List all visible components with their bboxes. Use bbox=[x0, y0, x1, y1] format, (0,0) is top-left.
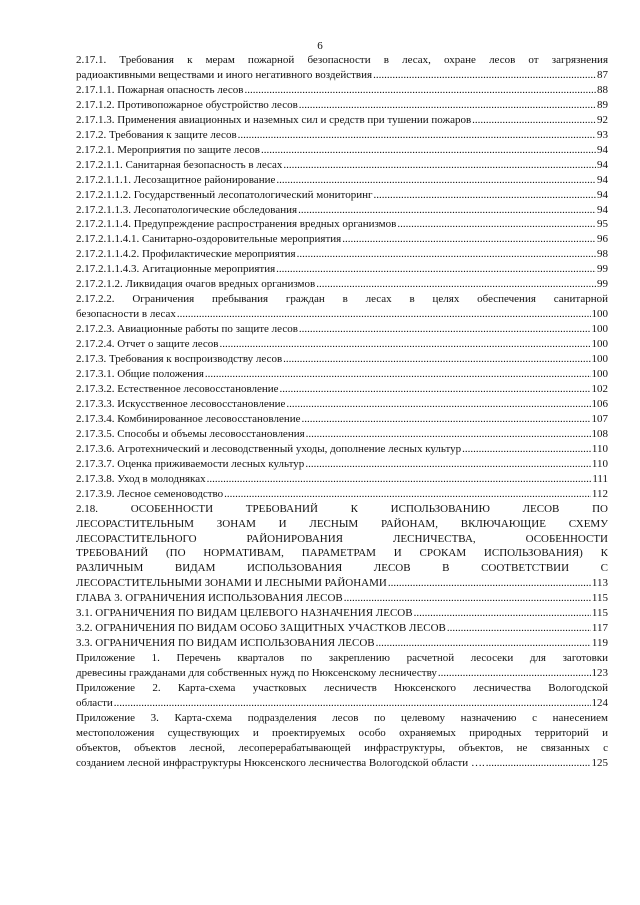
dot-leader bbox=[302, 412, 591, 427]
toc-page-number: 119 bbox=[591, 637, 608, 650]
toc-page-number: 88 bbox=[597, 83, 608, 96]
toc-page-number: 115 bbox=[591, 592, 608, 605]
toc-entry-line: ЛЕСОРАСТИТЕЛЬНЫМ ЗОНАМ И ЛЕСНЫМ РАЙОНАМ, ВКЛЮЧАЮЩИЕ СХЕМУ bbox=[76, 517, 608, 530]
toc-entry[interactable] bbox=[76, 113, 608, 128]
toc-entry-label: 2.17.3.3. Искусственное лесовосстановление bbox=[76, 397, 286, 410]
toc-page-number: 96 bbox=[597, 233, 608, 246]
toc-page-number: 107 bbox=[591, 412, 608, 425]
dot-leader bbox=[276, 262, 596, 277]
toc-entry[interactable] bbox=[76, 442, 608, 457]
toc-entry-label: 2.17.3.1. Общие положения bbox=[76, 368, 204, 381]
dot-leader bbox=[344, 591, 591, 606]
toc-entry-label: 3.1. ОГРАНИЧЕНИЯ ПО ВИДАМ ЦЕЛЕВОГО НАЗНАЧЕНИЯ ЛЕСОВ bbox=[76, 607, 413, 620]
toc-entry-label: древесины гражданами для собственных нужд по Нюксенскому лесничеству bbox=[76, 667, 437, 680]
dot-leader bbox=[305, 457, 591, 472]
dot-leader bbox=[114, 696, 591, 711]
toc-page-number: 106 bbox=[591, 397, 608, 410]
toc-entry-label: 2.17.2.1.1.4.3. Агитационные мероприятия bbox=[76, 263, 276, 276]
dot-leader bbox=[376, 636, 591, 651]
toc-entry-label: 2.17.2. Требования к защите лесов bbox=[76, 128, 237, 141]
dot-leader bbox=[297, 247, 596, 262]
toc-entry[interactable] bbox=[76, 232, 608, 247]
toc-entry[interactable] bbox=[76, 83, 608, 98]
toc-entry-label: 2.17.1.2. Противопожарное обустройство лесов bbox=[76, 98, 298, 111]
toc-entry-label: 2.17.2.1. Мероприятия по защите лесов bbox=[76, 143, 260, 156]
toc-entry[interactable] bbox=[76, 651, 608, 681]
toc-entry[interactable] bbox=[76, 502, 608, 592]
dot-leader bbox=[286, 397, 590, 412]
toc-entry-label: 2.17.3.4. Комбинированное лесовосстановление bbox=[76, 412, 301, 425]
toc-entry-line: местоположения существующих и проектируемых особо охраняемых природных территорий и bbox=[76, 726, 608, 739]
toc-page-number: 94 bbox=[597, 173, 608, 186]
dot-leader bbox=[205, 367, 591, 382]
dot-leader bbox=[280, 382, 591, 397]
toc-entry-label: 3.2. ОГРАНИЧЕНИЯ ПО ВИДАМ ОСОБО ЗАЩИТНЫХ УЧАСТКОВ ЛЕСОВ bbox=[76, 622, 446, 635]
toc-page-number: 100 bbox=[591, 368, 608, 381]
toc-entry-label: 3.3. ОГРАНИЧЕНИЯ ПО ВИДАМ ИСПОЛЬЗОВАНИЯ ЛЕСОВ bbox=[76, 637, 375, 650]
dot-leader bbox=[224, 487, 591, 502]
toc-page-number: 99 bbox=[597, 278, 608, 291]
dot-leader bbox=[299, 322, 591, 337]
toc-page-number: 98 bbox=[597, 248, 608, 261]
toc-entry-line: 2.18. ОСОБЕННОСТИ ТРЕБОВАНИЙ К ИСПОЛЬЗОВАНИЮ ЛЕСОВ ПО bbox=[76, 502, 608, 515]
dot-leader bbox=[177, 307, 591, 322]
toc-entry-label: безопасности в лесах bbox=[76, 308, 176, 321]
toc-entry-label: 2.17.1.3. Применения авиационных и наземных сил и средств при тушении пожаров bbox=[76, 113, 472, 126]
toc-page-number: 111 bbox=[592, 472, 608, 485]
toc-entry[interactable] bbox=[76, 337, 608, 352]
toc-entry-label: 2.17.3.6. Агротехнический и лесоводственный уходы, дополнение лесных культур bbox=[76, 442, 462, 455]
toc-page-number: 89 bbox=[597, 98, 608, 111]
toc-entry[interactable] bbox=[76, 277, 608, 292]
toc-page-number: 94 bbox=[597, 188, 608, 201]
toc-entry[interactable] bbox=[76, 711, 608, 771]
toc-entry-label: 2.17.2.1.1. Санитарная безопасность в лесах bbox=[76, 158, 283, 171]
table-of-contents bbox=[76, 53, 608, 771]
toc-entry[interactable] bbox=[76, 472, 608, 487]
toc-entry[interactable] bbox=[76, 173, 608, 188]
dot-leader bbox=[462, 442, 591, 457]
toc-entry[interactable] bbox=[76, 143, 608, 158]
toc-entry[interactable] bbox=[76, 247, 608, 262]
toc-page-number: 93 bbox=[597, 128, 608, 141]
toc-page-number: 102 bbox=[591, 382, 608, 395]
dot-leader bbox=[486, 756, 591, 771]
toc-entry-label: 2.17.3.7. Оценка приживаемости лесных культур bbox=[76, 457, 305, 470]
toc-page-number: 87 bbox=[597, 68, 608, 81]
toc-entry-line: Приложение 3. Карта-схема подразделения лесов по целевому назначению с нанесением bbox=[76, 711, 608, 724]
toc-page-number: 110 bbox=[591, 442, 608, 455]
dot-leader bbox=[283, 158, 596, 173]
dot-leader bbox=[373, 188, 596, 203]
dot-leader bbox=[388, 576, 591, 591]
dot-leader bbox=[283, 352, 590, 367]
toc-page-number: 117 bbox=[591, 622, 608, 635]
toc-entry[interactable] bbox=[76, 203, 608, 218]
toc-entry-label: ГЛАВА 3. ОГРАНИЧЕНИЯ ИСПОЛЬЗОВАНИЯ ЛЕСОВ bbox=[76, 592, 343, 605]
toc-entry[interactable] bbox=[76, 128, 608, 143]
toc-entry-label: области bbox=[76, 696, 113, 709]
toc-entry-label: 2.17.2.1.1.2. Государственный лесопатологический мониторинг bbox=[76, 188, 373, 201]
toc-entry-label: радиоактивными веществами и иного негативного воздействия bbox=[76, 68, 373, 81]
dot-leader bbox=[219, 337, 590, 352]
toc-page-number: 113 bbox=[591, 577, 608, 590]
toc-page-number: 110 bbox=[591, 457, 608, 470]
toc-page-number: 125 bbox=[591, 756, 608, 769]
toc-entry[interactable] bbox=[76, 292, 608, 322]
toc-entry-label: 2.17.2.1.1.4. Предупреждение распространения вредных организмов bbox=[76, 218, 397, 231]
toc-entry-label: 2.17.3.5. Способы и объемы лесовосстановления bbox=[76, 427, 305, 440]
toc-page-number: 100 bbox=[591, 338, 608, 351]
dot-leader bbox=[472, 113, 596, 128]
toc-entry-line: 2.17.1. Требования к мерам пожарной безопасности в лесах, охране лесов от загрязнения bbox=[76, 54, 608, 66]
toc-entry[interactable] bbox=[76, 487, 608, 502]
toc-entry[interactable] bbox=[76, 217, 608, 232]
toc-page-number: 108 bbox=[591, 427, 608, 440]
toc-page-number: 100 bbox=[591, 308, 608, 321]
toc-entry-label: 2.17.3.2. Естественное лесовосстановление bbox=[76, 382, 279, 395]
toc-entry-label: 2.17.3.9. Лесное семеноводство bbox=[76, 487, 224, 500]
dot-leader bbox=[261, 143, 596, 158]
toc-entry[interactable] bbox=[76, 397, 608, 412]
toc-entry[interactable] bbox=[76, 427, 608, 442]
toc-entry[interactable] bbox=[76, 158, 608, 173]
toc-entry-label: 2.17.2.1.1.4.1. Санитарно-оздоровительные мероприятия bbox=[76, 233, 342, 246]
toc-entry[interactable] bbox=[76, 98, 608, 113]
toc-page-number: 123 bbox=[591, 667, 608, 680]
toc-page-number: 124 bbox=[591, 696, 608, 709]
toc-entry[interactable] bbox=[76, 188, 608, 203]
toc-entry-line: ТРЕБОВАНИЙ (ПО НОРМАТИВАМ, ПАРАМЕТРАМ И СРОКАМ ИСПОЛЬЗОВАНИЯ) К bbox=[76, 547, 608, 560]
toc-page-number: 95 bbox=[597, 218, 608, 231]
dot-leader bbox=[244, 83, 596, 98]
dot-leader bbox=[306, 427, 591, 442]
dot-leader bbox=[414, 606, 591, 621]
toc-entry-label: 2.17.2.1.1.3. Лесопатологические обследования bbox=[76, 203, 298, 216]
toc-entry-line: 2.17.2.2. Ограничения пребывания граждан в лесах в целях обеспечения санитарной bbox=[76, 293, 608, 306]
toc-entry[interactable] bbox=[76, 352, 608, 367]
dot-leader bbox=[438, 666, 591, 681]
toc-entry[interactable] bbox=[76, 53, 608, 83]
toc-entry-label: ЛЕСОРАСТИТЕЛЬНЫМИ ЗОНАМИ И ЛЕСНЫМИ РАЙОНАМИ bbox=[76, 577, 387, 590]
toc-page-number: 100 bbox=[591, 323, 608, 336]
dot-leader bbox=[342, 232, 596, 247]
toc-entry-label: 2.17.2.3. Авиационные работы по защите лесов bbox=[76, 323, 298, 336]
toc-entry-label: 2.17.1.1. Пожарная опасность лесов bbox=[76, 83, 244, 96]
page-number: 6 bbox=[317, 40, 323, 52]
toc-entry-line: Приложение 2. Карта-схема участковых лесничеств Нюксенского лесничества Вологодской bbox=[76, 682, 608, 695]
toc-entry-line: ЛЕСОРАСТИТЕЛЬНОГО РАЙОНИРОВАНИЯ ЛЕСНИЧЕСТВА, ОСОБЕННОСТИ bbox=[76, 532, 608, 545]
toc-entry-label: 2.17.3. Требования к воспроизводству лесов bbox=[76, 353, 283, 366]
toc-entry[interactable] bbox=[76, 621, 608, 636]
toc-page-number: 100 bbox=[591, 353, 608, 366]
toc-page-number: 115 bbox=[591, 607, 608, 620]
toc-entry[interactable] bbox=[76, 457, 608, 472]
toc-entry[interactable] bbox=[76, 636, 608, 651]
toc-page-number: 94 bbox=[597, 158, 608, 171]
dot-leader bbox=[276, 173, 596, 188]
toc-page-number: 99 bbox=[597, 263, 608, 276]
toc-entry-label: 2.17.2.1.1.1. Лесозащитное районирование bbox=[76, 173, 276, 186]
toc-entry-label: 2.17.2.1.1.4.2. Профилактические мероприятия bbox=[76, 248, 296, 261]
toc-entry-line: РАЗЛИЧНЫМ ВИДАМ ИСПОЛЬЗОВАНИЯ ЛЕСОВ В СООТВЕТСТВИИ С bbox=[76, 562, 608, 575]
toc-entry-label: 2.17.3.8. Уход в молодняках bbox=[76, 472, 206, 485]
dot-leader bbox=[397, 217, 596, 232]
toc-entry[interactable] bbox=[76, 681, 608, 711]
dot-leader bbox=[298, 203, 596, 218]
toc-entry[interactable] bbox=[76, 367, 608, 382]
dot-leader bbox=[207, 472, 592, 487]
toc-page-number: 92 bbox=[597, 113, 608, 126]
dot-leader bbox=[316, 277, 596, 292]
toc-entry[interactable] bbox=[76, 262, 608, 277]
toc-entry-label: 2.17.2.4. Отчет о защите лесов bbox=[76, 338, 219, 351]
toc-entry-label: 2.17.2.1.2. Ликвидация очагов вредных организмов bbox=[76, 278, 316, 291]
toc-entry-line: Приложение 1. Перечень кварталов по закреплению расчетной лесосеки для заготовки bbox=[76, 652, 608, 665]
dot-leader bbox=[238, 128, 596, 143]
toc-entry[interactable] bbox=[76, 382, 608, 397]
toc-page-number: 94 bbox=[597, 143, 608, 156]
toc-page-number: 94 bbox=[597, 203, 608, 216]
toc-entry[interactable] bbox=[76, 322, 608, 337]
toc-entry-line: объектов, объектов лесной, лесоперерабатывающей инфраструктуры, объектов, не связанных с bbox=[76, 741, 608, 754]
toc-entry[interactable] bbox=[76, 412, 608, 427]
toc-entry[interactable] bbox=[76, 606, 608, 621]
dot-leader bbox=[299, 98, 596, 113]
dot-leader bbox=[373, 68, 596, 83]
toc-entry-label: созданием лесной инфраструктуры Нюксенского лесничества Вологодской области …. bbox=[76, 756, 485, 769]
toc-entry[interactable] bbox=[76, 591, 608, 606]
toc-page-number: 112 bbox=[591, 487, 608, 500]
dot-leader bbox=[447, 621, 591, 636]
